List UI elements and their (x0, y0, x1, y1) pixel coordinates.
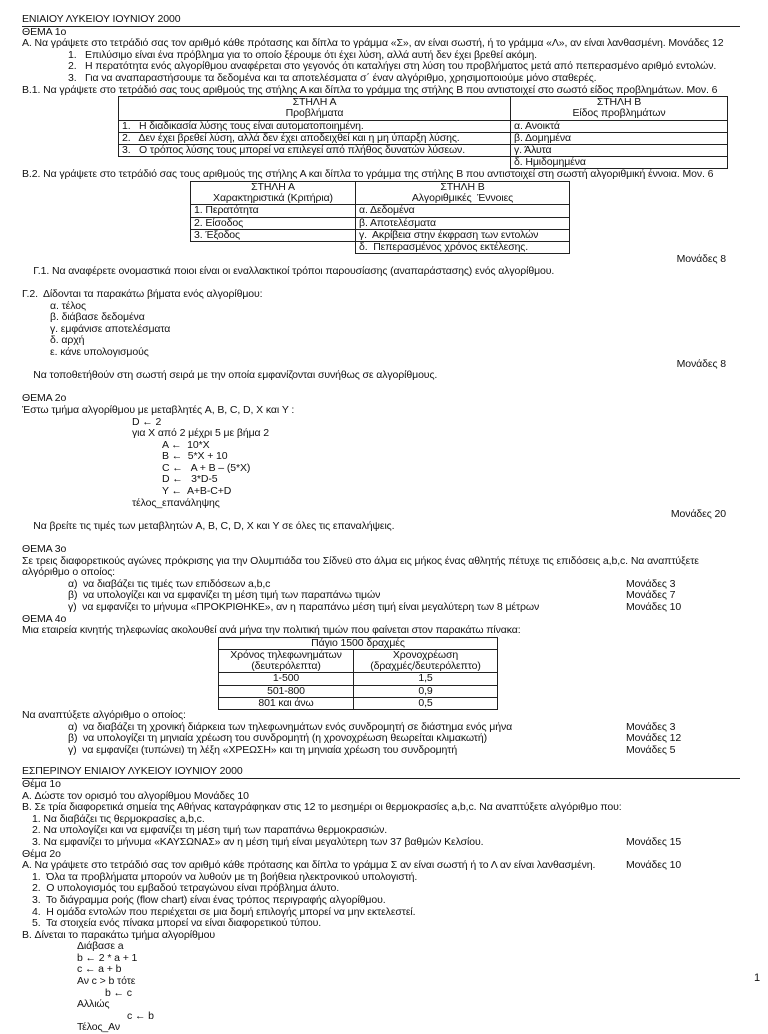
pricing-table (218, 637, 498, 710)
statement-item: 2. Ο υπολογισμός του εμβαδού τετραγώνου είναι πρόβλημα άλυτο. (32, 882, 340, 895)
question-item: 3. Να εμφανίζει το μήνυμα «ΚΑΥΣΩΝΑΣ» αν η μέση τιμή είναι μεγαλύτερη των 37 βαθμών Κελσίου. Μονάδες 15 (32, 835, 682, 848)
table-row: δ. Πεπερασμένος χρόνος εκτέλεσης. (191, 241, 570, 253)
question-item: β) να υπολογίζει τη μηνιαία χρέωση του συνδρομητή (η χρονοχρέωση θεωρείται κλιμακωτή) Μονάδες 12 (68, 732, 682, 745)
evening-part-a: A. Δώστε τον ορισμό του αλγορίθμου Μονάδες 10 (22, 789, 249, 802)
table-row: 3. Έξοδος γ. Ακρίβεια στην έκφραση των εντολών (191, 229, 570, 241)
statement-item: 3. Το διάγραμμα ροής (flow chart) είναι ένας τρόπος περιγραφής αλγορίθμου. (32, 893, 386, 906)
table-header: ΣΤΗΛΗ Α Χαρακτηριστικά (Κριτήρια) (191, 181, 356, 204)
marks-label: Μονάδες 3 (626, 577, 676, 590)
table-row: 1. Η διαδικασία λύσης τους είναι αυτοματοποιημένη. α. Ανοικτά (119, 120, 728, 132)
table-row: 2. Είσοδος β. Αποτελέσματα (191, 217, 570, 229)
topic-3-intro: Σε τρεις διαφορετικούς αγώνες πρόκρισης για την Ολυμπιάδα του Σίδνεϋ στο άλμα εις μήκος ένας αθλητής πέτυχε τις επιδόσεις a,b,c. Να αναπτύξετε (22, 554, 699, 567)
matching-table-2 (190, 181, 570, 254)
statement-item: 5. Τα στοιχεία ενός πίνακα μπορεί να είναι διαφορετικού τύπου. (32, 917, 322, 930)
statement-item: 3. Για να αναπαραστήσουμε τα δεδομένα και τα αποτελέσματα σ΄ έναν αλγόριθμο, χρησιμοποιούμε μόνο σταθερές. (68, 71, 597, 84)
exam-document (22, 14, 740, 1034)
marks-label: Μονάδες 3 (626, 720, 676, 733)
code-line: D ← 3*D-5 (162, 473, 218, 486)
table-row: 1-500 1,5 (219, 673, 498, 685)
topic-4-title: ΘΕΜΑ 4ο (22, 612, 67, 625)
code-line: τέλος_επανάληψης (132, 496, 220, 509)
topic-4-develop: Να αναπτύξετε αλγόριθμο ο οποίος: (22, 709, 186, 721)
statement-item: 2. Η περατότητα ενός αλγορίθμου αναφέρεται στο γεγονός ότι καταλήγει στη λύση του προβλήματος μετά από πεπερασμένο αριθμό εντολών. (68, 60, 717, 73)
table-row: 501-800 0,9 (219, 685, 498, 697)
question-item: 1. Να διαβάζει τις θερμοκρασίες a,b,c. (32, 812, 205, 825)
algorithm-step: γ. εμφάνισε αποτελέσματα (50, 322, 171, 335)
table-row: 3. Ο τρόπος λύσης τους μπορεί να επιλεγεί από πλήθος δυνατών λύσεων. γ. Άλυτα (119, 144, 728, 156)
statement-item: 1. Όλα τα προβλήματα μπορούν να λυθούν με τη βοήθεια ηλεκτρονικού υπολογιστή. (32, 870, 418, 883)
topic-2-question: Να βρείτε τις τιμές των μεταβλητών A, B, C, D, X και Y σε όλες τις επαναλήψεις. Μονάδες 20 (33, 508, 726, 532)
evening-part-b2: B. Δίνεται το παρακάτω τμήμα αλγορίθμου (22, 928, 216, 941)
table-header: Χρονοχρέωση (δραχμές/δευτερόλεπτο) (354, 649, 498, 672)
marks-label: Μονάδες 10 (626, 859, 682, 872)
statement-item: 4. Η ομάδα εντολών που περιέχεται σε μια δομή επιλογής μπορεί να μην εκτελεστεί. (32, 905, 416, 918)
table-header: Χρόνος τηλεφωνημάτων (δευτερόλεπτα) (219, 649, 354, 672)
code-line: Αν c > b τότε (77, 975, 136, 988)
table-header: ΣΤΗΛΗ Β Αλγοριθμικές Έννοιες (356, 181, 570, 204)
algorithm-step: β. διάβασε δεδομένα (50, 311, 145, 324)
question-item: α) να διαβάζει τις τιμές των επιδόσεων a,b,c Μονάδες 3 (68, 577, 676, 590)
topic-1-part-b2: B.2. Να γράψετε στο τετράδιό σας τους αριθμούς της στήλης Α και δίπλα το γράμμα της στήλης Β που αντιστοιχεί στη σωστή αλγοριθμική έννοια. Μον. 6 (22, 168, 714, 181)
question-item: β) να υπολογίζει και να εμφανίζει τη μέση τιμή των παραπάνω τιμών Μονάδες 7 (68, 589, 676, 602)
algorithm-step: δ. αρχή (50, 334, 85, 347)
marks-label: Μονάδες 10 (626, 601, 682, 613)
code-line: c ← a + b (77, 963, 122, 976)
topic-1-part-a: A. Να γράψετε στο τετράδιό σας τον αριθμό κάθε πρότασης και δίπλα το γράμμα «Σ», αν είναι σωστή, ή το γράμμα «Λ», αν είναι λανθασμένη. Μονάδες 12 (22, 37, 724, 50)
code-line: Αλλιώς (77, 998, 110, 1011)
question-item: γ) να εμφανίζει το μήνυμα «ΠΡΟΚΡΙΘΗΚΕ», αν η παραπάνω μέση τιμή είναι μεγαλύτερη των 8 μέτρων Μονάδες 10 (68, 601, 682, 613)
algorithm-step: α. τέλος (50, 299, 86, 312)
marks-label: Μονάδες 8 (676, 253, 726, 266)
table-row: δ. Ημιδομημένα (119, 157, 728, 169)
marks-label: Μονάδες 15 (626, 835, 682, 848)
code-line: Διάβασε a (77, 940, 124, 953)
order-question: Να τοποθετήθούν στη σωστή σειρά με την οποία εμφανίζονται συνήθως σε αλγορίθμους. Μονάδες 8 (33, 357, 726, 382)
table-header: ΣΤΗΛΗ Β Είδος προβλημάτων (511, 97, 728, 120)
topic-4-intro: Μια εταιρεία κινητής τηλεφωνίας ακολουθεί ανά μήνα την πολιτική τιμών που φαίνεται στον παρακάτω πίνακα: (22, 624, 521, 637)
evening-topic-2-title: Θέμα 2ο (22, 847, 61, 860)
code-line: D ← 2 (132, 415, 162, 428)
statement-item: 1. Επιλύσιμο είναι ένα πρόβλημα για το οποίο ξέρουμε ότι έχει λύση, αλλά αυτή δεν έχει βρεθεί ακόμη. (68, 48, 537, 61)
marks-label: Μονάδες 20 (670, 508, 726, 521)
topic-1-part-b1: B.1. Να γράψετε στο τετράδιό σας τους αριθμούς της στήλης Α και δίπλα το γράμμα της στήλης Β που αντιστοιχεί στο σωστό είδος προβλημάτων. Μον. 6 (22, 83, 718, 96)
code-line: B ← 5*X + 10 (162, 450, 228, 463)
marks-label: Μονάδες 12 (626, 732, 682, 745)
table-row: 2. Δεν έχει βρεθεί λύση, αλλά δεν έχει αποδειχθεί και η μη ύπαρξη λύσης. β. Δομημένα (119, 132, 728, 144)
code-line: για X από 2 μέχρι 5 με βήμα 2 (132, 427, 270, 440)
matching-table-1 (118, 96, 728, 169)
table-row: 1. Περατότητα α. Δεδομένα (191, 205, 570, 217)
marks-label: Μονάδες 8 (676, 357, 726, 370)
evening-part-b: B. Σε τρία διαφορετικά σημεία της Αθήνας καταγράφηκαν στις 12 το μεσημέρι οι θερμοκρασίες a,b,c. Να αναπτύξετε αλγόριθμο που: (22, 801, 622, 814)
marks-label: Μονάδες 7 (626, 589, 676, 602)
code-line: Τέλος_Αν (77, 1021, 121, 1034)
topic-1-title: ΘΕΜΑ 1ο (22, 25, 67, 38)
code-line: C ← A + B – (5*X) (162, 461, 251, 474)
evening-part-a2: A. Να γράψετε στο τετράδιό σας τον αριθμό κάθε πρότασης και δίπλα το γράμμα Σ αν είναι σωστή ή το Λ αν είναι λανθασμένη. Μονάδες 10 (22, 859, 682, 872)
topic-2-intro: Έστω τμήμα αλγορίθμου με μεταβλητές A, B, C, D, X και Y : (22, 403, 295, 416)
table-header: ΣΤΗΛΗ Α Προβλήματα (119, 97, 511, 120)
algorithm-step: ε. κάνε υπολογισμούς (50, 345, 149, 358)
topic-2-title: ΘΕΜΑ 2ο (22, 392, 67, 405)
code-line: b ← 2 * a + 1 (77, 951, 138, 964)
question-item: γ) να εμφανίζει (τυπώνει) τη λέξη «ΧΡΕΩΣΗ» και τη μηνιαία χρέωση του συνδρομητή Μονάδες 5 (68, 743, 676, 756)
question-item: α) να διαβάζει τη χρονική διάρκεια των τηλεφωνημάτων ενός συνδρομητή σε διάστημα ενός μήνα Μονάδες 3 (68, 720, 676, 733)
code-line: b ← c (105, 986, 132, 999)
topic-3-title: ΘΕΜΑ 3ο (22, 543, 67, 556)
evening-topic-1-title: Θέμα 1ο (22, 777, 61, 790)
code-line: Y ← A+B-C+D (162, 485, 232, 498)
topic-1-part-g2: Γ.2. Δίδονται τα παρακάτω βήματα ενός αλγορίθμου: (22, 287, 263, 300)
code-line: c ← b (127, 1009, 154, 1022)
topic-1-part-g1: Γ.1. Να αναφέρετε ονομαστικά ποιοι είναι οι εναλλακτικοί τρόποι παρουσίασης (αναπαράστασης) ενός αλγορίθμου. Μονάδες 8 (33, 253, 726, 277)
exam-header: ΕΝΙΑΙΟΥ ΛΥΚΕΙΟΥ ΙΟΥΝΙΟΥ 2000 (22, 14, 740, 27)
marks-label: Μονάδες 5 (626, 743, 676, 756)
page-number: 1 (753, 972, 760, 984)
code-line: A ← 10*X (162, 438, 210, 451)
table-row: 801 και άνω 0,5 (219, 697, 498, 709)
question-item: 2. Να υπολογίζει και να εμφανίζει τη μέση τιμή των παραπάνω θερμοκρασιών. (32, 824, 388, 837)
table-caption: Πάγιο 1500 δραχμές (219, 637, 498, 649)
topic-3-intro: αλγόριθμο ο οποίος: (22, 566, 115, 579)
evening-header: ΕΣΠΕΡΙΝΟΥ ΕΝΙΑΙΟΥ ΛΥΚΕΙΟΥ ΙΟΥΝΙΟΥ 2000 (22, 766, 740, 779)
